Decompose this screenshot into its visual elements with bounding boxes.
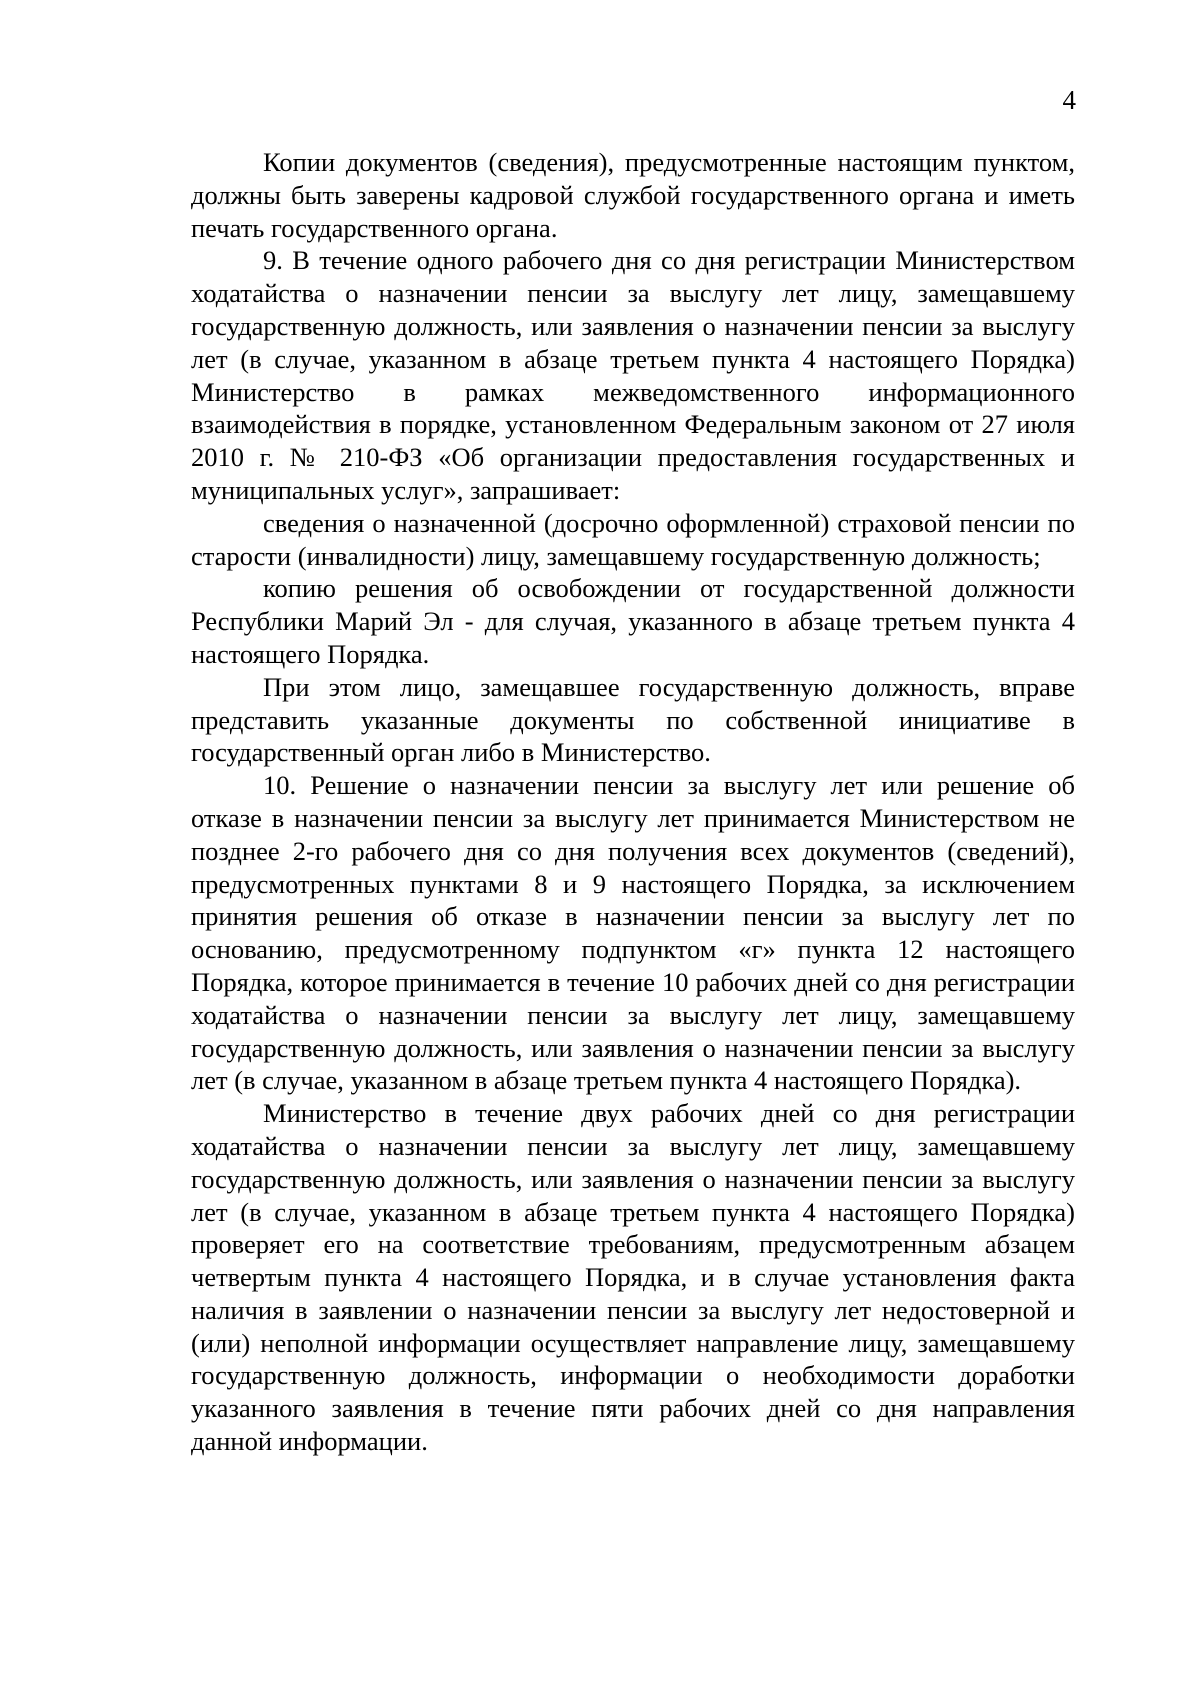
page-number: 4: [1062, 85, 1076, 115]
paragraph-item-10: 10. Решение о назначении пенсии за выслугу лет или решение об отказе в назначении пенсии за выслугу лет принимается Министерством не позднее 2-го рабочего дня со дня получения всех документов (сведений), предусмотренных пунктами 8 и 9 настоящего Порядка, за исключением принятия решения об отказе в назначении пенсии за выслугу лет по основанию, предусмотренному подпунктом «г» пункта 12 настоящего Порядка, которое принимается в течение 10 рабочих дней со дня регистрации ходатайства о назначении пенсии за выслугу лет лицу, замещавшему государственную должность, или заявления о назначении пенсии за выслугу лет (в случае, указанном в абзаце третьем пункта 4 настоящего Порядка).: [191, 770, 1075, 1096]
paragraph-dismissal-decision-copy: копию решения об освобождении от государственной должности Республики Марий Эл - для случая, указанного в абзаце третьем пункта 4 настоящего Порядка.: [191, 573, 1075, 669]
paragraph-copies-certification: Копии документов (сведения), предусмотренные настоящим пунктом, должны быть заверены кадровой службой государственного органа и иметь печать государственного органа.: [191, 147, 1075, 243]
paragraph-ministry-verification: Министерство в течение двух рабочих дней со дня регистрации ходатайства о назначении пенсии за выслугу лет лицу, замещавшему государственную должность, или заявления о назначении пенсии за выслугу лет (в случае, указанном в абзаце третьем пункта 4 настоящего Порядка) проверяет его на соответствие требованиям, предусмотренным абзацем четвертым пункта 4 настоящего Порядка, и в случае установления факта наличия в заявлении о назначении пенсии за выслугу лет недостоверной и (или) неполной информации осуществляет направление лицу, замещавшему государственную должность, информации о необходимости доработки указанного заявления в течение пяти рабочих дней со дня направления данной информации.: [191, 1098, 1075, 1457]
paragraph-own-initiative: При этом лицо, замещавшее государственную должность, вправе представить указанные документы по собственной инициативе в государственный орган либо в Министерство.: [191, 671, 1075, 768]
document-body: [191, 146, 1075, 1458]
paragraph-pension-information: сведения о назначенной (досрочно оформленной) страховой пенсии по старости (инвалидности) лицу, замещавшему государственную должность;: [191, 507, 1075, 571]
paragraph-item-9: 9. В течение одного рабочего дня со дня регистрации Министерством ходатайства о назначении пенсии за выслугу лет лицу, замещавшему государственную должность, или заявления о назначении пенсии за выслугу лет (в случае, указанном в абзаце третьем пункта 4 настоящего Порядка) Министерство в рамках межведомственного информационного взаимодействия в порядке, установленном Федеральным законом от 27 июля 2010 г. № 210-ФЗ «Об организации предоставления государственных и муниципальных услуг», запрашивает:: [191, 245, 1075, 505]
